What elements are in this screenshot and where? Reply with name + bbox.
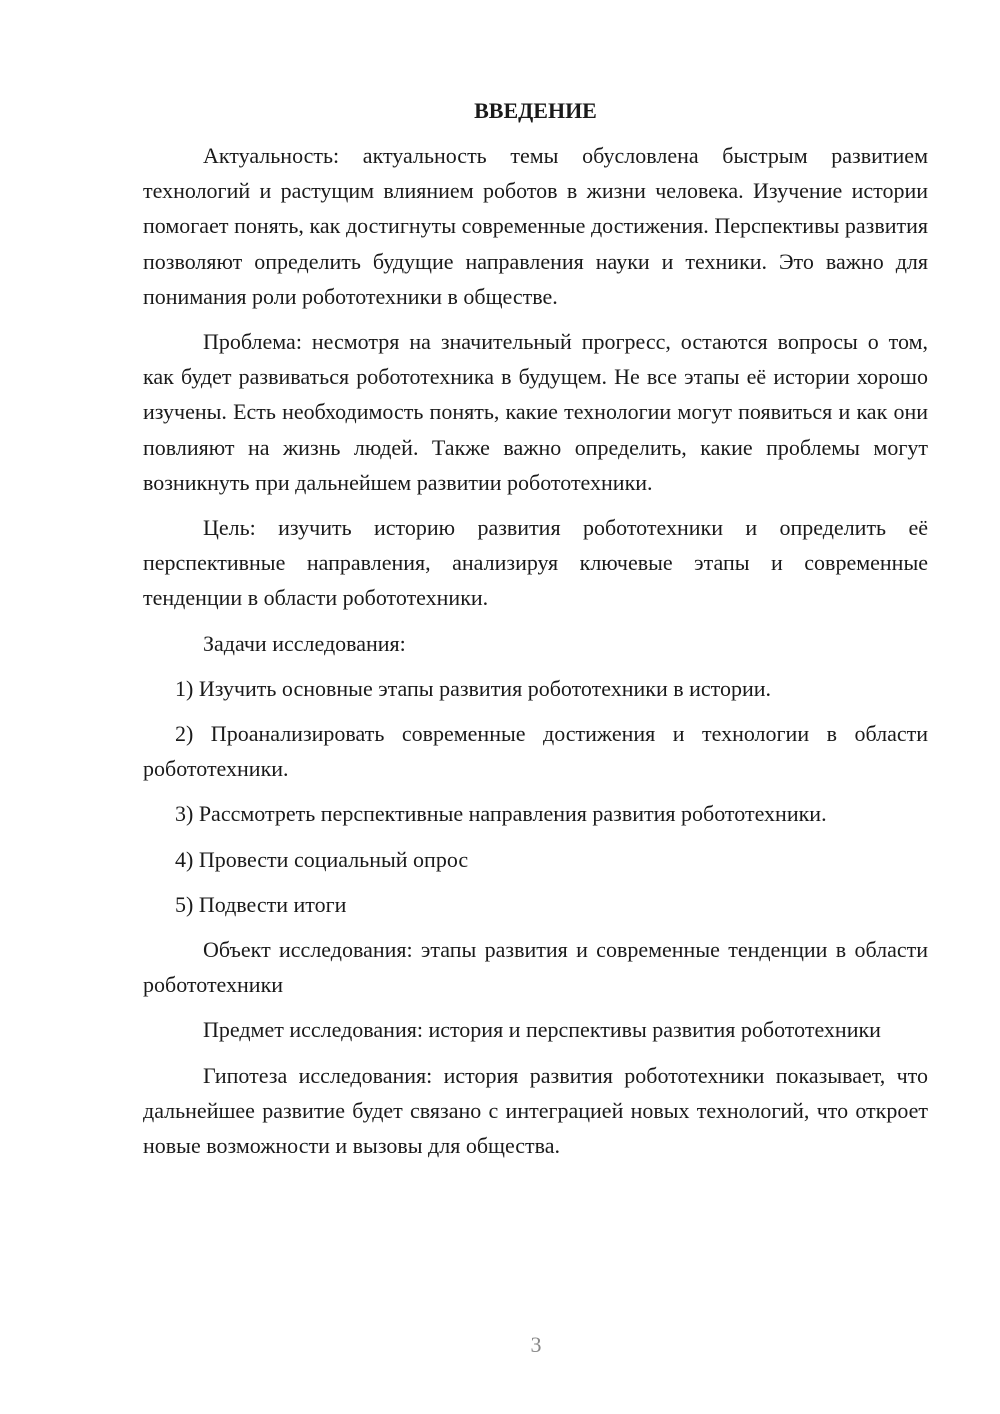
page-title: ВВЕДЕНИЕ — [474, 98, 597, 123]
paragraph-subject: Предмет исследования: история и перспективы развития робототехники — [203, 1017, 881, 1043]
task-item: 2) Проанализировать современные достижения и технологии в области робототехники. — [143, 721, 928, 782]
task-item: 1) Изучить основные этапы развития робототехники в истории. — [175, 675, 772, 701]
tasks-heading: Задачи исследования: — [203, 630, 406, 656]
task-item: 3) Рассмотреть перспективные направления развития робототехники. — [175, 801, 827, 827]
task-item: 5) Подвести итоги — [175, 891, 347, 917]
task-item: 4) Провести социальный опрос — [175, 846, 469, 872]
paragraph-problem: Проблема: несмотря на значительный прогресс, остаются вопросы о том, как будет развиваться робототехника в будущем. Не все этапы её истории хорошо изучены. Есть необходимость понять, какие технологии могут появиться и как они повлияют на жизнь людей. Также важно определить, какие проблемы могут возникнуть при дальнейшем развитии робототехники. — [143, 329, 928, 495]
document-body — [143, 93, 928, 1173]
paragraph-object: Объект исследования: этапы развития и современные тенденции в области робототехники — [143, 937, 928, 998]
paragraph-hypothesis: Гипотеза исследования: история развития робототехники показывает, что дальнейшее развитие будет связано с интеграцией новых технологий, что откроет новые возможности и вызовы для общества. — [143, 1062, 928, 1159]
paragraph-goal: Цель: изучить историю развития робототехники и определить её перспективные направления, анализируя ключевые этапы и современные тенденции в области робототехники. — [143, 515, 928, 611]
page-number: 3 — [530, 1332, 542, 1357]
paragraph-relevance: Актуальность: актуальность темы обусловлена быстрым развитием технологий и растущим влиянием роботов в жизни человека. Изучение истории помогает понять, как достигнуты современные достижения. Перспективы развития позволяют определить будущие направления науки и техники. Это важно для понимания роли робототехники в обществе. — [143, 143, 928, 309]
